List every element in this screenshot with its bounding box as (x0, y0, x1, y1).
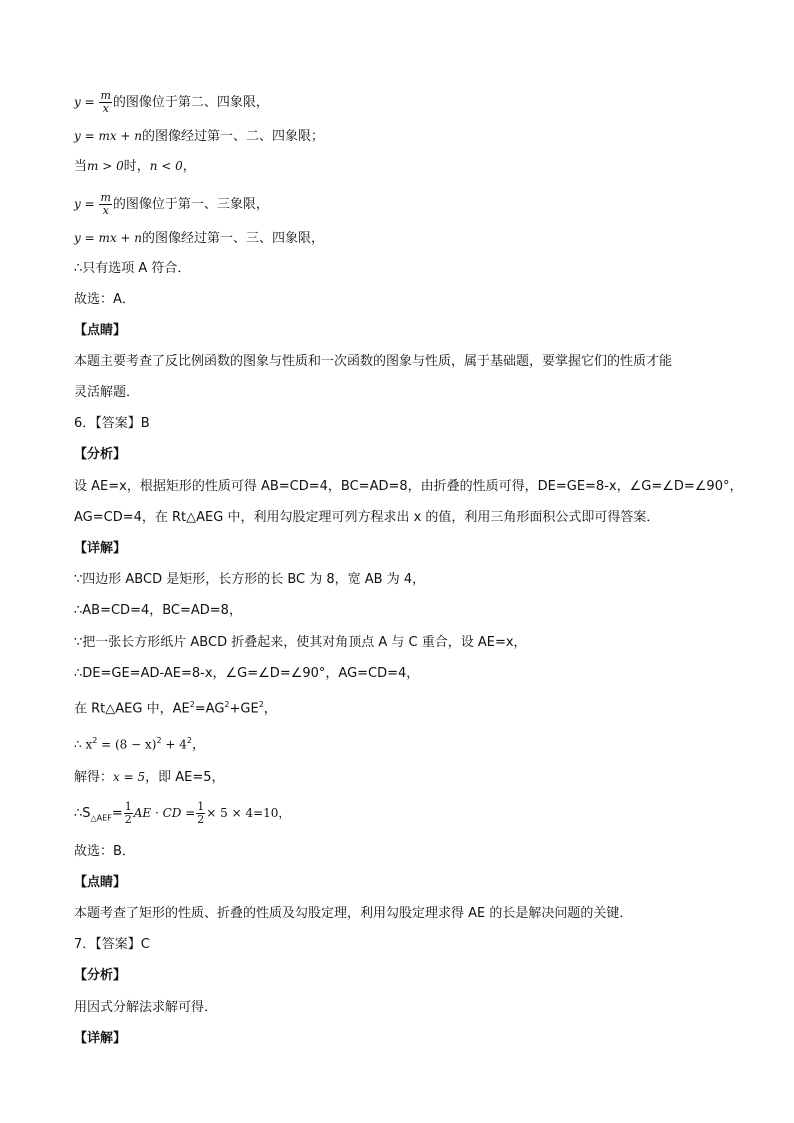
review-paragraph-line-1: 本题主要考查了反比例函数的图象与性质和一次函数的图象与性质，属于基础题，要掌握它们的性质才能 (74, 354, 673, 369)
detail-line-3: ∵把一张长方形纸片 ABCD 折叠起来，使其对角顶点 A 与 C 重合，设 AE=x， (74, 635, 527, 650)
review-paragraph-line-2: 灵活解题． (74, 385, 140, 400)
line-inverse-function-quadrants-1: y = $\frac{m}{x}$ 的图像位于第二、四象限， (74, 89, 269, 115)
review-paragraph-line: 本题考查了矩形的性质、折叠的性质及勾股定理，利用勾股定理求得 AE 的长是解决问题的关键． (74, 906, 633, 921)
line-inverse-function-quadrants-2: y = $\frac{m}{x}$ 的图像位于第一、三象限， (74, 191, 269, 217)
question-6-answer: 6．【答案】B (74, 416, 150, 431)
analysis-line-2: AG=CD=4，在 Rt△AEG 中，利用勾股定理可列方程求出 x 的值，利用三角形面积公式即可得答案． (74, 510, 660, 525)
analysis-line: 用因式分解法求解可得． (74, 1000, 218, 1015)
section-heading-detail: 【详解】 (74, 1031, 127, 1046)
section-heading-analysis: 【分析】 (74, 447, 127, 462)
section-heading-review: 【点睛】 (74, 323, 127, 338)
answer-choice-line: 故选：A． (74, 292, 135, 307)
answer-choice-line: 故选：B． (74, 844, 135, 859)
section-heading-detail: 【详解】 (74, 541, 127, 556)
solution-line: 解得：x = 5，即 AE=5， (74, 770, 225, 785)
fraction-one-half: $\frac{1}{2}$ (197, 800, 205, 826)
line-linear-function-quadrants-2: y = mx + n的图像经过第一、三、四象限， (74, 231, 325, 246)
line-case-condition: 当m > 0时，n < 0， (74, 159, 196, 174)
question-7-answer: 7．【答案】C (74, 937, 150, 952)
analysis-line-1: 设 AE=x，根据矩形的性质可得 AB=CD=4，BC=AD=8，由折叠的性质可得，DE=GE=8-x，∠G=∠D=∠90°， (74, 479, 743, 494)
detail-line-4: ∴DE=GE=AD-AE=8-x，∠G=∠D=∠90°，AG=CD=4， (74, 666, 420, 681)
line-linear-function-quadrants-1: y = mx + n的图像经过第一、二、四象限； (74, 129, 325, 144)
section-heading-review: 【点睛】 (74, 875, 127, 890)
fraction-m-over-x: $\frac{m}{x}$ (100, 191, 111, 217)
area-computation-line: $\therefore S_{\triangle AEF}=$ $\frac{1}{2}$ AE · CD = $\frac{1}{2}$ × 5 × 4=10， (74, 800, 291, 826)
equation-line: ∴ $x^2 = (8 - x)^2 + 4^2$， (74, 736, 205, 753)
detail-line-2: ∴AB=CD=4，BC=AD=8， (74, 603, 242, 618)
fraction-one-half: $\frac{1}{2}$ (124, 800, 132, 826)
fraction-m-over-x: $\frac{m}{x}$ (100, 89, 111, 115)
conclusion-line: ∴只有选项 A 符合． (74, 261, 191, 276)
detail-line-1: ∵四边形 ABCD 是矩形，长方形的长 BC 为 8，宽 AB 为 4， (74, 572, 426, 587)
section-heading-analysis: 【分析】 (74, 968, 127, 983)
pythagorean-equation-line: 在 Rt△AEG 中，$AE^2=AG^2+GE^2$， (74, 700, 277, 717)
